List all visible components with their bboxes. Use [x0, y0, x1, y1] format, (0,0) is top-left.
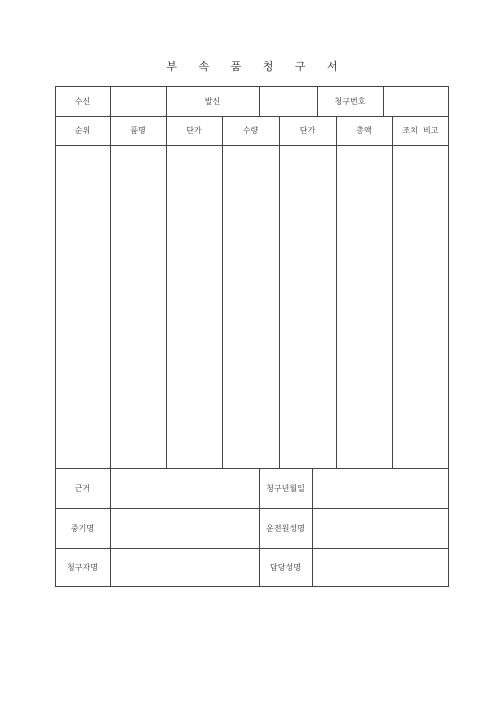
request-date-field[interactable]: [313, 469, 449, 508]
column-header-quantity: 수량: [242, 126, 259, 135]
column-header-total: 총액: [356, 126, 372, 135]
column-header-action-remarks: 조치 비고: [402, 126, 439, 135]
items-entry-area[interactable]: [56, 146, 448, 468]
document-title: 부 속 품 청 구 서: [166, 60, 347, 73]
requester-name-label: 청구자명: [67, 563, 98, 572]
officer-name-label: 담당성명: [270, 563, 301, 572]
requester-name-field[interactable]: [111, 549, 259, 587]
recipient-field[interactable]: [111, 87, 166, 116]
officer-name-field[interactable]: [313, 549, 449, 587]
column-header-item-name: 품명: [130, 126, 146, 135]
column-header-unit-price: 단가: [186, 126, 202, 135]
column-header-rank: 순위: [74, 126, 91, 135]
recipient-label: 수신: [74, 96, 91, 106]
equipment-name-label: 중기명: [70, 523, 95, 533]
request-date-label: 청구년월일: [266, 483, 305, 493]
column-header-unit-price-2: 단가: [299, 126, 316, 135]
operator-name-label: 운전원성명: [266, 523, 305, 533]
sender-field[interactable]: [260, 87, 317, 116]
basis-field[interactable]: [111, 469, 259, 508]
request-number-field[interactable]: [384, 87, 449, 116]
sender-label: 발신: [204, 96, 221, 106]
request-number-label: 청구번호: [334, 96, 366, 106]
operator-name-field[interactable]: [313, 509, 449, 548]
equipment-name-field[interactable]: [111, 509, 259, 548]
basis-label: 근거: [74, 483, 91, 493]
